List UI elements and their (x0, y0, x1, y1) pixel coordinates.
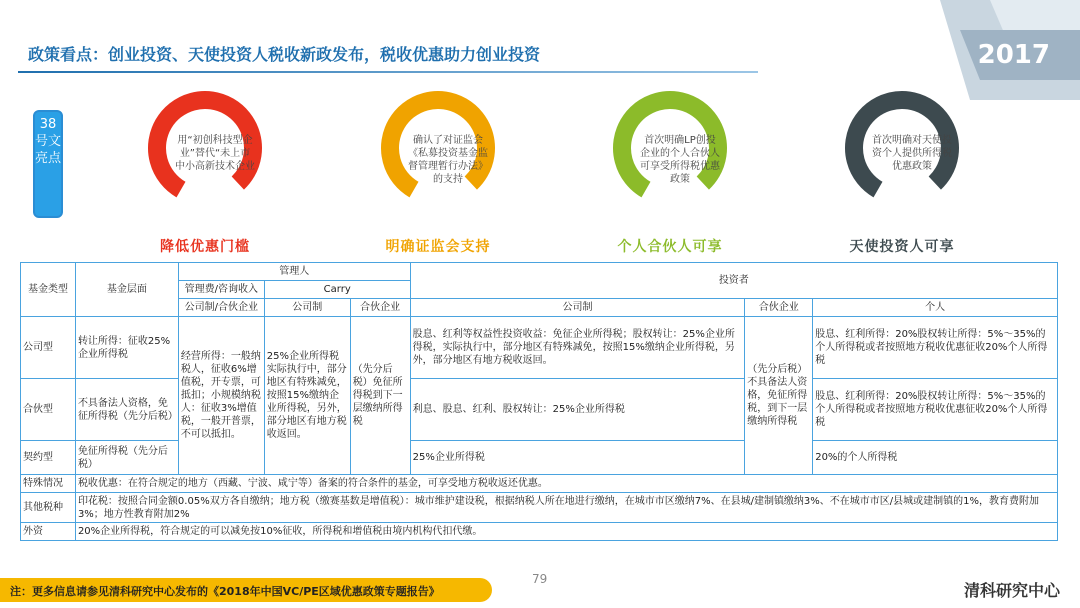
inv-ind-1: 股息、红利所得：20%股权转让所得：5%～35%的个人所得税或者按照地方税收优惠征收20%个人所得税 (813, 317, 1058, 379)
header-fund-type: 基金类型 (21, 263, 76, 317)
highlight-1-label: 降低优惠门槛 (160, 239, 250, 255)
highlight-4-label: 天使投资人可享 (849, 239, 955, 255)
inv-part-text: （先分后税）不具备法人资格，免征所得税，到下一层缴纳所得税 (745, 317, 813, 475)
header-investor: 投资者 (410, 263, 1057, 299)
title-bar (0, 38, 760, 70)
inv-corp-2: 利息、股息、红利、股权转让：25%企业所得税 (410, 379, 745, 441)
carry-corp-text: 25%企业所得税实际执行中，部分地区有特殊减免，按照15%缴纳企业所得税，另外，部分地区有地方税收返回。 (264, 317, 350, 475)
header-carry: Carry (264, 281, 410, 299)
year-label: 2017 (977, 40, 1050, 70)
corner-decoration (880, 0, 1080, 100)
row-foreign-label: 外资 (21, 523, 76, 541)
page-title: 政策看点：创业投资、天使投资人税收新政发布，税收优惠助力创业投资 (28, 45, 541, 64)
row-foreign-text: 20%企业所得税，符合规定的可以减免按10%征收，所得税和增值税由境内机构代扣代缴。 (75, 523, 1057, 541)
highlight-4-text: 首次明确对天使投资个人提供所得税优惠政策 (872, 135, 952, 172)
row-special-label: 特殊情况 (21, 475, 76, 493)
header-fee-sub: 公司制/合伙企业 (178, 299, 264, 317)
highlight-3 (590, 88, 750, 223)
inv-corp-3: 25%企业所得税 (410, 441, 745, 475)
highlight-1 (125, 88, 285, 223)
highlight-2 (358, 88, 518, 223)
inv-ind-2: 股息、红利所得：20%股权转让所得：5%～35%的个人所得税或者按照地方税收优惠征收20%个人所得税 (813, 379, 1058, 441)
title-underline (18, 71, 758, 73)
highlight-3-text: 首次明确LP创投企业的个人合伙人可享受所得税优惠政策 (640, 135, 720, 185)
header-inv-ind: 个人 (813, 299, 1058, 317)
highlight-2-label: 明确证监会支持 (385, 239, 491, 255)
carry-part-text: （先分后税）免征所得税到下一层缴纳所得税 (350, 317, 410, 475)
highlight-1-text: 用“初创科技型企业”替代“未上市中小高新技术企业 (175, 135, 255, 172)
header-fund-level: 基金层面 (75, 263, 178, 317)
row-other-text: 印花税：按照合同金额0.05%双方各自缴纳；地方税（缴赛基数是增值税）：城市维护建设税，根据纳税人所在地进行缴纳，在城市市区缴纳7%、在县城/建制镇缴纳3%、不在城市市区/县城或建制镇的1%，教育费附加3%；地方性教育附加2% (75, 493, 1057, 523)
highlight-2-text: 确认了对证监会《私募投资基金监督管理暂行办法》的支持 (408, 135, 488, 185)
row-contract-level: 免征所得税（先分后税） (75, 441, 178, 475)
row-contract-type: 契约型 (21, 441, 76, 475)
header-inv-corp: 公司制 (410, 299, 745, 317)
highlight-3-label: 个人合伙人可享 (617, 239, 723, 255)
inv-corp-1: 股息、红利等权益性投资收益：免征企业所得税；股权转让：25%企业所得税，实际执行中，部分地区有特殊减免，按照15%缴纳企业所得税，另外，部分地区有地方税收返回。 (410, 317, 745, 379)
header-fee: 管理费/咨询收入 (178, 281, 264, 299)
tax-table (20, 262, 1058, 541)
highlight-4 (822, 88, 982, 223)
row-corp-level: 转让所得：征收25%企业所得税 (75, 317, 178, 379)
side-tag: 38号文亮点 (33, 110, 63, 218)
row-corp-type: 公司型 (21, 317, 76, 379)
row-special-text: 税收优惠：在符合规定的地方（西藏、宁波、咸宁等）备案的符合条件的基金，可享受地方税收返还优惠。 (75, 475, 1057, 493)
row-other-label: 其他税种 (21, 493, 76, 523)
header-manager: 管理人 (178, 263, 410, 281)
footer-note: 注：更多信息请参见清科研究中心发布的《2018年中国VC/PE区域优惠政策专题报告》 (10, 585, 440, 598)
header-inv-part: 合伙企业 (745, 299, 813, 317)
fee-text: 经营所得：一般纳税人，征收6%增值税，开专票，可抵扣；小规模纳税人：征收3%增值税，一般开普票，不可以抵扣。 (178, 317, 264, 475)
footer-note-bar (0, 578, 492, 602)
row-part-type: 合伙型 (21, 379, 76, 441)
header-carry-corp: 公司制 (264, 299, 350, 317)
inv-ind-3: 20%的个人所得税 (813, 441, 1058, 475)
row-part-level: 不具备法人资格，免征所得税（先分后税） (75, 379, 178, 441)
page-number: 79 (532, 572, 548, 586)
header-carry-part: 合伙企业 (350, 299, 410, 317)
brand-logo: 清科研究中心 (963, 581, 1060, 600)
